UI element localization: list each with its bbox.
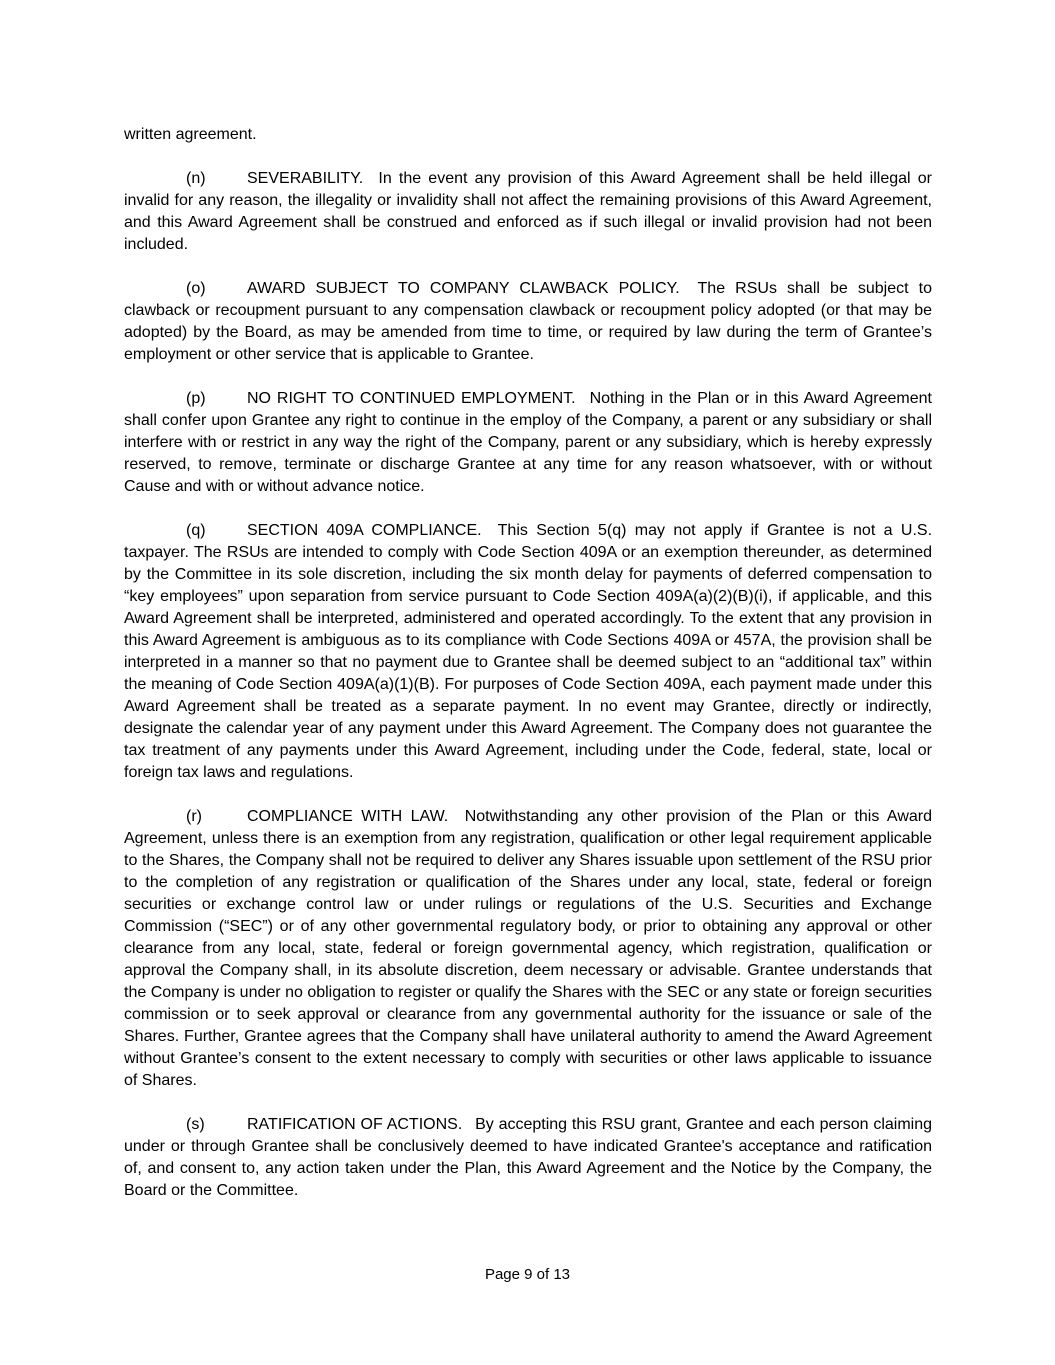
section-body: This Section 5(q) may not apply if Grantee is not a U.S. taxpayer. The RSUs are intended to comply with Code Section 409A or an exemption thereunder, as determined by the Committee in its sole discretion, including the six month delay for payments of deferred compensation to “key employees” upon separation from service pursuant to Code Section 409A(a)(2)(B)(i), if applicable, and this Award Agreement shall be interpreted, administered and operated accordingly. To the extent that any provision in this Award Agreement is ambiguous as to its compliance with Code Sections 409A or 457A, the provision shall be interpreted in a manner so that no payment due to Grantee shall be deemed subject to an “additional tax” within the meaning of Code Section 409A(a)(1)(B). For purposes of Code Section 409A, each payment made under this Award Agreement shall be treated as a separate payment. In no event may Grantee, directly or indirectly, designate the calendar year of any payment under this Award Agreement. The Company does not guarantee the tax treatment of any payments under this Award Agreement, including under the Code, federal, state, local or foreign tax laws and regulations. [124,522,933,781]
section-body: The RSUs shall be subject to clawback or recoupment pursuant to any compensation clawback or recoupment policy adopted (or that may be adopted) by the Board, as may be amended from time to time, or required by law during the term of Grantee’s employment or other service that is applicable to Grantee. [124,280,933,363]
section-body: By accepting this RSU grant, Grantee and each person claiming under or through Grantee shall be conclusively deemed to have indicated Grantee's acceptance and ratification of, and consent to, any action taken under the Plan, this Award Agreement and the Notice by the Company, the Board or the Committee. [124,1116,933,1199]
section-number: (n) [186,170,206,187]
section-heading: NO RIGHT TO CONTINUED EMPLOYMENT. [247,390,576,407]
section-n [124,168,932,256]
section-number: (r) [186,808,202,825]
section-heading: SECTION 409A COMPLIANCE. [247,522,482,539]
section-heading: RATIFICATION OF ACTIONS. [247,1116,463,1133]
section-number: (q) [186,522,206,539]
document-page [124,124,932,1224]
section-body: In the event any provision of this Award Agreement shall be held illegal or invalid for any reason, the illegality or invalidity shall not affect the remaining provisions of this Award Agreement, and this Award Agreement shall be construed and enforced as if such illegal or invalid provision had not been included. [124,170,932,253]
section-body: Notwithstanding any other provision of the Plan or this Award Agreement, unless there is an exemption from any registration, qualification or other legal requirement applicable to the Shares, the Company shall not be required to deliver any Shares issuable upon settlement of the RSU prior to the completion of any registration or qualification of the Shares under any local, state, federal or foreign securities or exchange control law or under rulings or regulations of the U.S. Securities and Exchange Commission (“SEC”) or of any other governmental regulatory body, or prior to obtaining any approval or other clearance from any local, state, federal or foreign governmental agency, which registration, qualification or approval the Company shall, in its absolute discretion, deem necessary or advisable. Grantee understands that the Company is under no obligation to register or qualify the Shares with the SEC or any state or foreign securities commission or to seek approval or clearance from any governmental authority for the issuance or sale of the Shares. Further, Grantee agrees that the Company shall have unilateral authority to amend the Award Agreement without Grantee’s consent to the extent necessary to comply with securities or other laws applicable to issuance of Shares. [124,808,932,1089]
section-heading: COMPLIANCE WITH LAW. [247,808,449,825]
section-p [124,388,932,498]
section-body: Nothing in the Plan or in this Award Agreement shall confer upon Grantee any right to continue in the employ of the Company, a parent or any subsidiary or shall interfere with or restrict in any way the right of the Company, parent or any subsidiary, which is hereby expressly reserved, to remove, terminate or discharge Grantee at any time for any reason whatsoever, with or without Cause and with or without advance notice. [124,390,933,495]
continuation-text: written agreement. [124,126,257,143]
section-number: (s) [186,1116,205,1133]
section-number: (p) [186,390,206,407]
section-heading: SEVERABILITY. [247,170,364,187]
section-o [124,278,932,366]
section-r [124,806,932,1092]
section-s [124,1114,932,1202]
page-number-footer: Page 9 of 13 [484,1266,571,1283]
section-q [124,520,932,784]
section-number: (o) [186,280,206,297]
section-heading: AWARD SUBJECT TO COMPANY CLAWBACK POLICY. [247,280,680,297]
